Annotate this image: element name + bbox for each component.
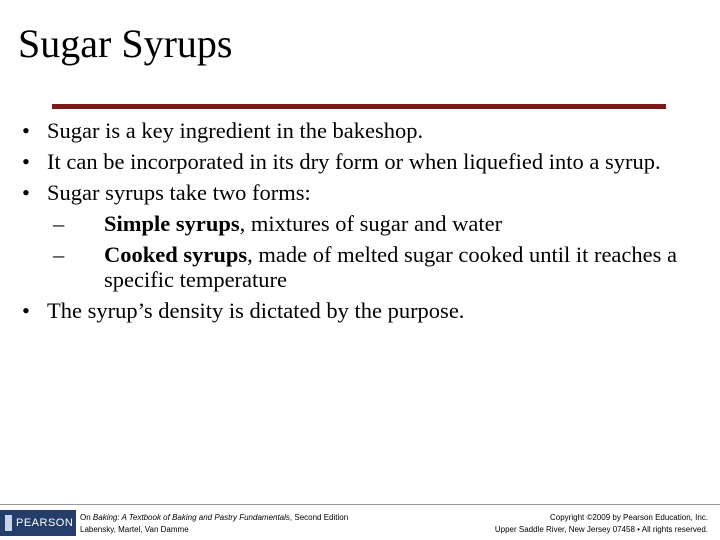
logo-mark-icon (5, 515, 12, 531)
sub-bullet-term: Cooked syrups (104, 242, 248, 267)
address-line: Upper Saddle River, New Jersey 07458 • All rights reserved. (494, 525, 708, 534)
bullet-item (22, 299, 712, 324)
book-authors: Labensky, Martel, Van Damme (80, 525, 189, 534)
bullet-item (22, 119, 712, 144)
book-edition: , Second Edition (289, 513, 349, 522)
dash-glyph: – (53, 242, 65, 267)
book-title-line (80, 512, 400, 524)
footer-divider (0, 504, 720, 505)
sub-bullet-term: Simple syrups (104, 211, 240, 236)
slide-title: Sugar Syrups (18, 21, 233, 66)
title-divider (52, 104, 666, 109)
bullet-text: Sugar is a key ingredient in the bakeshop. (47, 118, 424, 143)
sub-bullet-item (47, 212, 712, 237)
bullet-glyph: • (22, 180, 30, 205)
book-prefix: On (80, 513, 93, 522)
dash-glyph: – (53, 211, 65, 236)
sub-bullet-text: , made of melted sugar cooked until it reaches a specific temperature (104, 242, 678, 292)
bullet-glyph: • (22, 149, 30, 174)
bullet-item (22, 150, 712, 175)
bullet-item (22, 181, 712, 206)
bullet-text: It can be incorporated in its dry form or when liquefied into a syrup. (47, 149, 661, 174)
slide-body (22, 119, 712, 330)
copyright-line: Copyright ©2009 by Pearson Education, Inc. (550, 513, 708, 522)
sub-bullet-text: , mixtures of sugar and water (239, 211, 503, 236)
logo-text: PEARSON (16, 517, 74, 529)
bullet-glyph: • (22, 297, 30, 323)
book-citation (80, 512, 400, 536)
copyright-notice (408, 512, 708, 536)
bullet-glyph: • (22, 118, 30, 143)
book-title: Baking: A Textbook of Baking and Pastry Fundamentals (92, 513, 290, 522)
pearson-logo (0, 510, 76, 536)
bullet-text: Sugar syrups take two forms: (47, 180, 311, 205)
bullet-text: The syrup’s density is dictated by the purpose. (47, 297, 465, 323)
sub-bullet-item (47, 243, 712, 292)
